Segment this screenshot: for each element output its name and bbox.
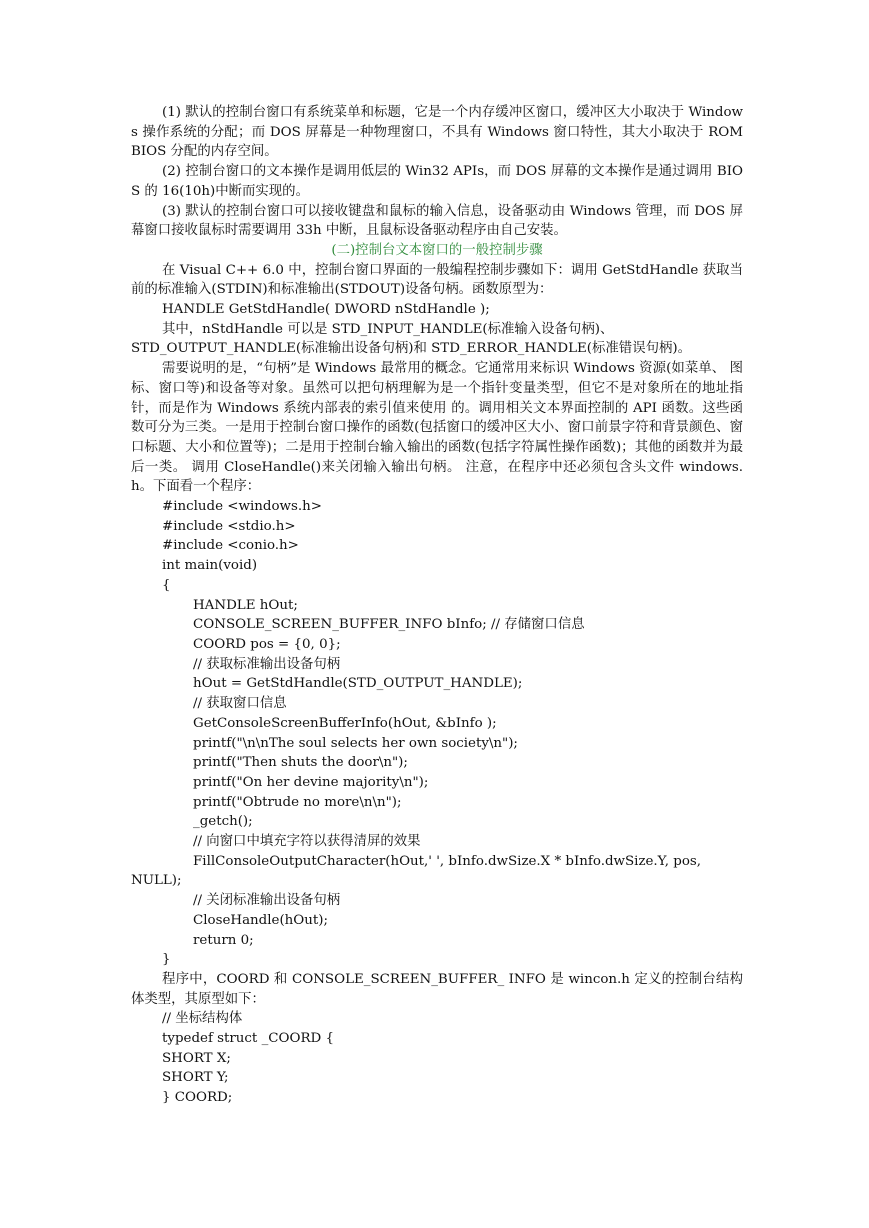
paragraph-nstdhandle-line2: STD_OUTPUT_HANDLE(标准输出设备句柄)和 STD_ERROR_HANDLE(标准错误句柄)。	[131, 341, 691, 357]
code-block-struct	[131, 1009, 743, 1108]
code-line: // 坐标结构体	[162, 1011, 243, 1027]
code-line: #include <conio.h>	[162, 538, 299, 554]
code-line: {	[162, 577, 171, 593]
paragraph-console-menu: (1) 默认的控制台窗口有系统菜单和标题，它是一个内存缓冲区窗口，缓冲区大小取决于 Windows 操作系统的分配；而 DOS 屏幕是一种物理窗口，不具有 Windows 窗口特性，其大小取决于 ROM BIOS 分配的内存空间。	[131, 105, 748, 160]
code-line: SHORT X;	[162, 1050, 231, 1066]
code-line: printf("On her devine majority\n");	[193, 774, 429, 790]
paragraph-console-text-ops: (2) 控制台窗口的文本操作是调用低层的 Win32 APIs，而 DOS 屏幕的文本操作是通过调用 BIOS 的 16(10h)中断而实现的。	[131, 164, 743, 199]
code-line: // 关闭标准输出设备句柄	[193, 893, 341, 909]
code-line: #include <windows.h>	[162, 499, 322, 515]
code-line: SHORT Y;	[162, 1070, 229, 1086]
code-line-wrap: NULL);	[131, 873, 182, 889]
document-page	[131, 103, 748, 1108]
code-line: COORD pos = {0, 0};	[193, 636, 341, 652]
paragraph-console-input: (3) 默认的控制台窗口可以接收键盘和鼠标的输入信息，设备驱动由 Windows 管理，而 DOS 屏幕窗口接收鼠标时需要调用 33h 中断，且鼠标设备驱动程序由自己安装。	[131, 203, 743, 239]
function-prototype: HANDLE GetStdHandle( DWORD nStdHandle );	[162, 302, 490, 318]
code-line: } COORD;	[162, 1090, 233, 1106]
code-line: printf("Then shuts the door\n");	[193, 755, 408, 771]
paragraph-coord-struct: 程序中，COORD 和 CONSOLE_SCREEN_BUFFER_ INFO 是 wincon.h 定义的控制台结构体类型，其原型如下：	[131, 971, 743, 1007]
code-line: FillConsoleOutputCharacter(hOut,' ', bInfo.dwSize.X * bInfo.dwSize.Y, pos,	[193, 853, 702, 869]
paragraph-visual-cpp: 在 Visual C++ 6.0 中，控制台窗口界面的一般编程控制步骤如下：调用 GetStdHandle 获取当前的标准输入(STDIN)和标准输出(STDOUT)设备句柄。函数原型为：	[131, 262, 743, 298]
paragraph-nstdhandle-line1: 其中，nStdHandle 可以是 STD_INPUT_HANDLE(标准输入设备句柄)、	[162, 321, 614, 337]
code-line: // 向窗口中填充字符以获得清屏的效果	[193, 834, 421, 850]
code-line: printf("Obtrude no more\n\n");	[193, 794, 402, 810]
code-block-program	[131, 497, 743, 970]
code-line: #include <stdio.h>	[162, 518, 296, 534]
code-line: // 获取标准输出设备句柄	[193, 656, 341, 672]
paragraph-handle-concept: 需要说明的是，“句柄”是 Windows 最常用的概念。它通常用来标识 Windows 资源(如菜单、 图标、窗口等)和设备等对象。虽然可以把句柄理解为是一个指针变量类型，但它不是对象所在的地址指针，而是作为 Windows 系统内部表的索引值来使用 的。调用相关文本界面控制的 API 函数。这些函数可分为三类。一是用于控制台窗口操作的函数(包括窗口的缓冲区大小、窗口前景字符和背景颜色、窗口标题、大小和位置等)；二是用于控制台输入输出的函数(包括字符属性操作函数)；其他的函数并为最后一类。 调用 CloseHandle()来关闭输入输出句柄。 注意，在程序中还必须包含头文件 windows.h。下面看一个程序：	[131, 361, 743, 495]
section-heading: (二)控制台文本窗口的一般控制步骤	[331, 242, 543, 258]
code-line: HANDLE hOut;	[193, 597, 298, 613]
code-line: // 获取窗口信息	[193, 696, 287, 712]
code-line: return 0;	[193, 932, 254, 948]
code-line: typedef struct _COORD {	[162, 1031, 335, 1047]
code-line: printf("\n\nThe soul selects her own society\n");	[193, 735, 518, 751]
code-line: }	[162, 952, 171, 968]
code-line: CONSOLE_SCREEN_BUFFER_INFO bInfo; // 存储窗口信息	[193, 617, 585, 633]
code-line: GetConsoleScreenBufferInfo(hOut, &bInfo );	[193, 715, 497, 731]
code-line: hOut = GetStdHandle(STD_OUTPUT_HANDLE);	[193, 676, 523, 692]
code-line: _getch();	[193, 814, 253, 830]
code-line: CloseHandle(hOut);	[193, 912, 329, 928]
code-line: int main(void)	[162, 558, 258, 574]
